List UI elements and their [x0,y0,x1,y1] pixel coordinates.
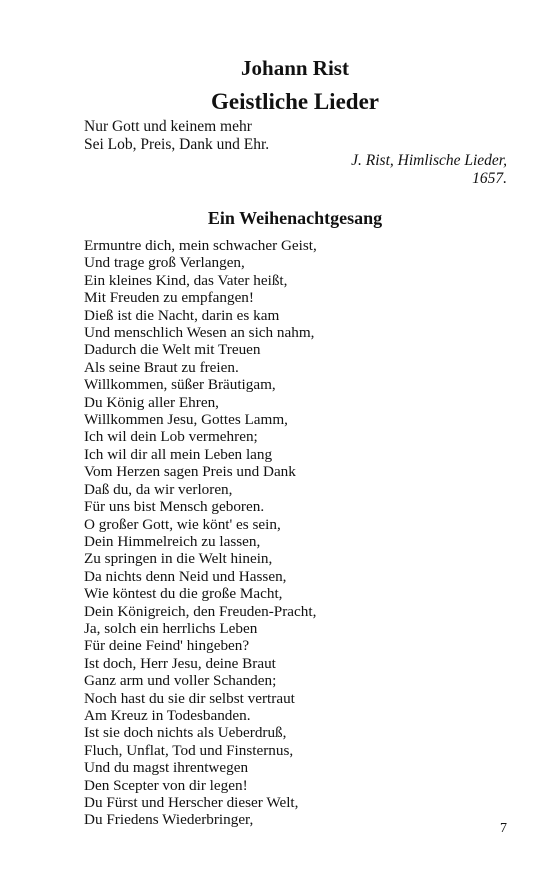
poem-line: Willkommen Jesu, Gottes Lamm, [84,411,288,429]
poem-line: Du Fürst und Herscher dieser Welt, [84,794,299,811]
poem-line: Ist doch, Herr Jesu, deine Braut [84,654,276,672]
poem-line: Da nichts denn Neid und Hassen, [84,567,287,585]
poem-line: Fluch, Unflat, Tod und Finsternus, [84,741,294,759]
poem-line: Ich wil dein Lob vermehren; [84,428,258,446]
poem-line: Du Friedens Wiederbringer, [84,811,254,829]
collection-title: Geistliche Lieder [211,89,379,114]
poem-line: Als seine Braut zu freien. [84,358,239,376]
poem-body [84,237,317,829]
poem-line: Zu springen in die Welt hinein, [84,550,273,568]
poem-line: Wie köntest du die große Macht, [84,585,283,603]
poem-line: Für deine Feind' hingeben? [84,637,250,655]
attribution-line: 1657. [472,170,507,187]
poem-line: Dein Himmelreich zu lassen, [84,532,261,550]
attribution-line: J. Rist, Himlische Lieder, [351,152,507,169]
poem-line: Noch hast du sie dir selbst vertraut [84,689,295,707]
poem-line: Daß du, da wir verloren, [84,480,233,498]
poem-line: Dadurch die Welt mit Treuen [84,341,261,359]
poem-line: Und trage groß Verlangen, [84,254,245,272]
epigraph-attribution [351,152,507,188]
poem-line: Den Scepter von dir legen! [84,776,248,794]
poem-line: Ein kleines Kind, das Vater heißt, [84,271,288,289]
poem-line: Am Kreuz in Todesbanden. [84,706,251,724]
poem-line: Ermuntre dich, mein schwacher Geist, [84,237,317,254]
epigraph [84,118,269,154]
poem-line: Ganz arm und voller Schanden; [84,672,277,690]
poem-line: Vom Herzen sagen Preis und Dank [84,463,296,481]
poem-line: Du König aller Ehren, [84,393,219,411]
author-heading: Johann Rist [241,56,349,80]
song-title: Ein Weihenachtgesang [207,208,383,228]
poem-line: Dein Königreich, den Freuden-Pracht, [84,602,317,620]
poem-line: Willkommen, süßer Bräutigam, [84,376,276,394]
poem-line: Ja, solch ein herrlichs Leben [84,619,258,637]
poem-line: O großer Gott, wie könt' es sein, [84,515,281,533]
epigraph-line: Nur Gott und keinem mehr [84,118,252,135]
poem-line: Und menschlich Wesen an sich nahm, [84,324,315,342]
poem-line: Mit Freuden zu empfangen! [84,289,254,307]
epigraph-line: Sei Lob, Preis, Dank und Ehr. [84,136,270,153]
poem-line: Ist sie doch nichts als Ueberdruß, [84,724,287,742]
poem-line: Ich wil dir all mein Leben lang [84,445,273,463]
poem-line: Und du magst ihrentwegen [84,759,249,777]
poem-line: Dieß ist die Nacht, darin es kam [84,306,280,324]
poem-line: Für uns bist Mensch geboren. [84,498,265,516]
page-number: 7 [500,821,507,836]
